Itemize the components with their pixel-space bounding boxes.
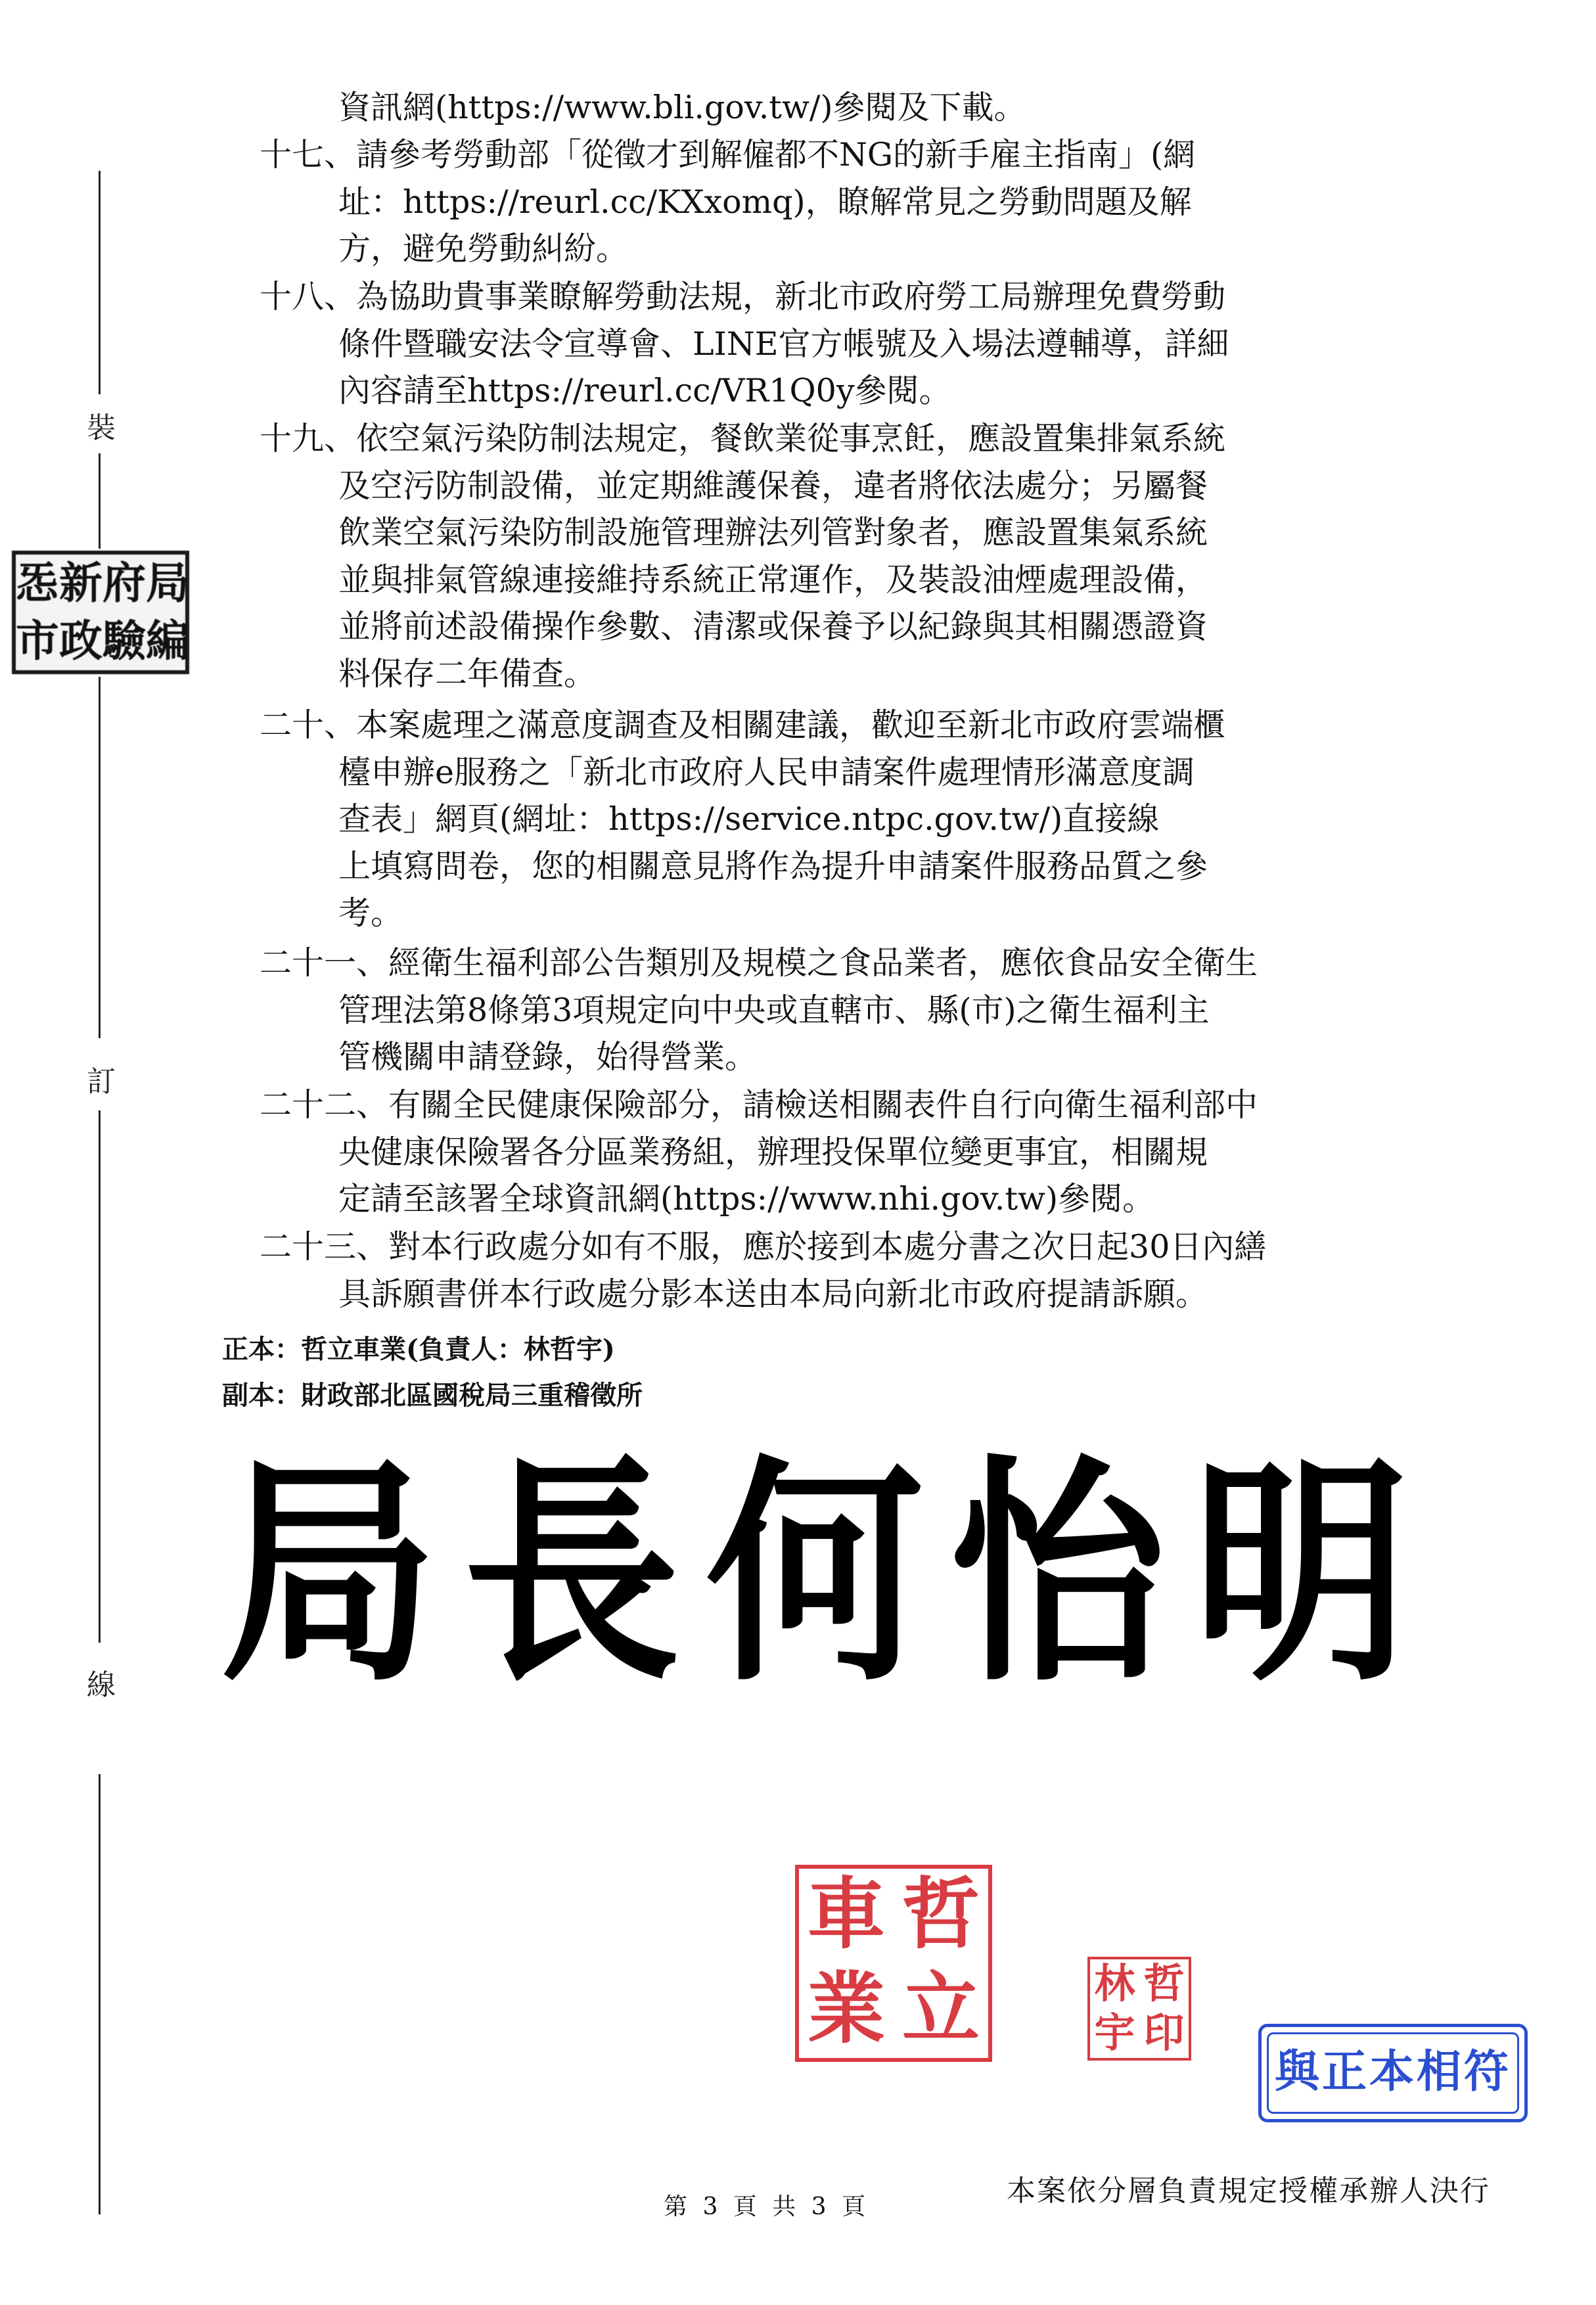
director-signature: 局長何怡明 bbox=[220, 1432, 1436, 1714]
binding-char-zhuang: 裝 bbox=[87, 411, 116, 445]
item-line: 上填寫問卷，您的相關意見將作為提升申請案件服務品質之參 bbox=[338, 847, 1208, 885]
binding-line-4 bbox=[99, 1110, 101, 1643]
item-label: 二十一、 bbox=[260, 944, 389, 982]
certified-copy-stamp: 與正本相符 bbox=[1258, 2024, 1528, 2122]
copy-recipient-value: 財政部北區國稅局三重稽徵所 bbox=[301, 1380, 643, 1411]
binding-char-ding: 訂 bbox=[87, 1065, 116, 1099]
original-recipient-value: 哲立車業(負責人：林哲宇) bbox=[301, 1334, 615, 1365]
binding-line-5 bbox=[99, 1774, 101, 2214]
item-line: 本案處理之滿意度調查及相關建議，歡迎至新北市政府雲端櫃 bbox=[356, 706, 1226, 744]
original-recipient-label: 正本： bbox=[222, 1334, 301, 1365]
copy-recipient-label: 副本： bbox=[222, 1380, 301, 1411]
page-number: 第 3 頁 共 3 頁 bbox=[664, 2193, 870, 2220]
binding-line-1 bbox=[99, 171, 101, 394]
binding-line-3 bbox=[99, 677, 101, 1038]
item-label: 二十二、 bbox=[260, 1086, 389, 1124]
item-line: 有關全民健康保險部分，請檢送相關表件自行向衛生福利部中 bbox=[388, 1086, 1258, 1124]
item-label: 十九、 bbox=[260, 420, 357, 457]
item-line: 飲業空氣污染防制設施管理辦法列管對象者，應設置集氣系統 bbox=[338, 514, 1208, 551]
item-line: 條件暨職安法令宣導會、LINE官方帳號及入場法遵輔導，詳細 bbox=[338, 325, 1229, 363]
item-line: 定請至該署全球資訊網(https://www.nhi.gov.tw)參閱。 bbox=[338, 1180, 1155, 1218]
item-line: 請參考勞動部「從徵才到解僱都不NG的新手雇主指南」(網 bbox=[356, 136, 1196, 173]
list-item-20 bbox=[260, 702, 1508, 937]
item-label: 十八、 bbox=[260, 278, 357, 315]
list-item-22 bbox=[260, 1082, 1508, 1223]
binding-line-2 bbox=[99, 453, 101, 549]
company-seal: 車 哲 業 立 bbox=[795, 1865, 992, 2062]
item-line: 依空氣污染防制法規定，餐飲業從事烹飪，應設置集排氣系統 bbox=[356, 420, 1226, 457]
item-16-continuation: 資訊網(https://www.bli.gov.tw/)參閱及下載。 bbox=[338, 89, 1026, 126]
list-item-21 bbox=[260, 940, 1508, 1081]
item-line: 具訴願書併本行政處分影本送由本局向新北市政府提請訴願。 bbox=[338, 1275, 1208, 1313]
item-line: 為協助貴事業瞭解勞動法規，新北市政府勞工局辦理免費勞動 bbox=[356, 278, 1226, 315]
list-item-17 bbox=[260, 131, 1508, 273]
list-item-23 bbox=[260, 1223, 1508, 1317]
list-item-18 bbox=[260, 273, 1508, 415]
item-line: 址：https://reurl.cc/KXxomq)，瞭解常見之勞動問題及解 bbox=[338, 183, 1192, 221]
item-line: 管機關申請登錄，始得營業。 bbox=[338, 1038, 758, 1076]
list-item-19 bbox=[260, 415, 1508, 697]
binding-char-xian: 線 bbox=[87, 1668, 116, 1702]
authorization-note: 本案依分層負責規定授權承辦人決行 bbox=[1007, 2174, 1490, 2208]
item-line: 方，避免勞動糾紛。 bbox=[338, 230, 629, 267]
item-line: 央健康保險署各分區業務組，辦理投保單位變更事宜，相關規 bbox=[338, 1133, 1208, 1171]
item-line: 內容請至https://reurl.cc/VR1Q0y參閱。 bbox=[338, 372, 951, 409]
copy-recipient bbox=[222, 1375, 643, 1412]
item-line: 料保存二年備查。 bbox=[338, 654, 597, 693]
item-line: 檯申辦e服務之「新北市政府人民申請案件處理情形滿意度調 bbox=[338, 753, 1195, 791]
item-line: 及空污防制設備，並定期維護保養，違者將依法處分；另屬餐 bbox=[338, 467, 1208, 505]
item-label: 二十三、 bbox=[260, 1228, 389, 1266]
item-line: 查表」網頁(網址：https://service.ntpc.gov.tw/)直接線 bbox=[338, 800, 1160, 838]
item-line: 並將前述設備操作參數、清潔或保養予以紀錄與其相關憑證資 bbox=[338, 608, 1208, 645]
item-line: 管理法第8條第3項規定向中央或直轄市、縣(市)之衛生福利主 bbox=[338, 991, 1210, 1029]
owner-seal: 林 哲 宇 印 bbox=[1087, 1957, 1191, 2061]
item-line: 對本行政處分如有不服，應於接到本處分書之次日起30日內繕 bbox=[388, 1228, 1267, 1266]
item-label: 二十、 bbox=[260, 706, 357, 744]
margin-seal-stamp: 㤅 新 府 局 市 政 驗 編 bbox=[12, 551, 189, 674]
item-label: 十七、 bbox=[260, 136, 357, 173]
item-line: 經衛生福利部公告類別及規模之食品業者，應依食品安全衛生 bbox=[388, 944, 1258, 982]
item-line: 並與排氣管線連接維持系統正常運作，及裝設油煙處理設備， bbox=[338, 560, 1208, 599]
item-line: 考。 bbox=[338, 894, 403, 932]
original-recipient bbox=[222, 1329, 615, 1366]
